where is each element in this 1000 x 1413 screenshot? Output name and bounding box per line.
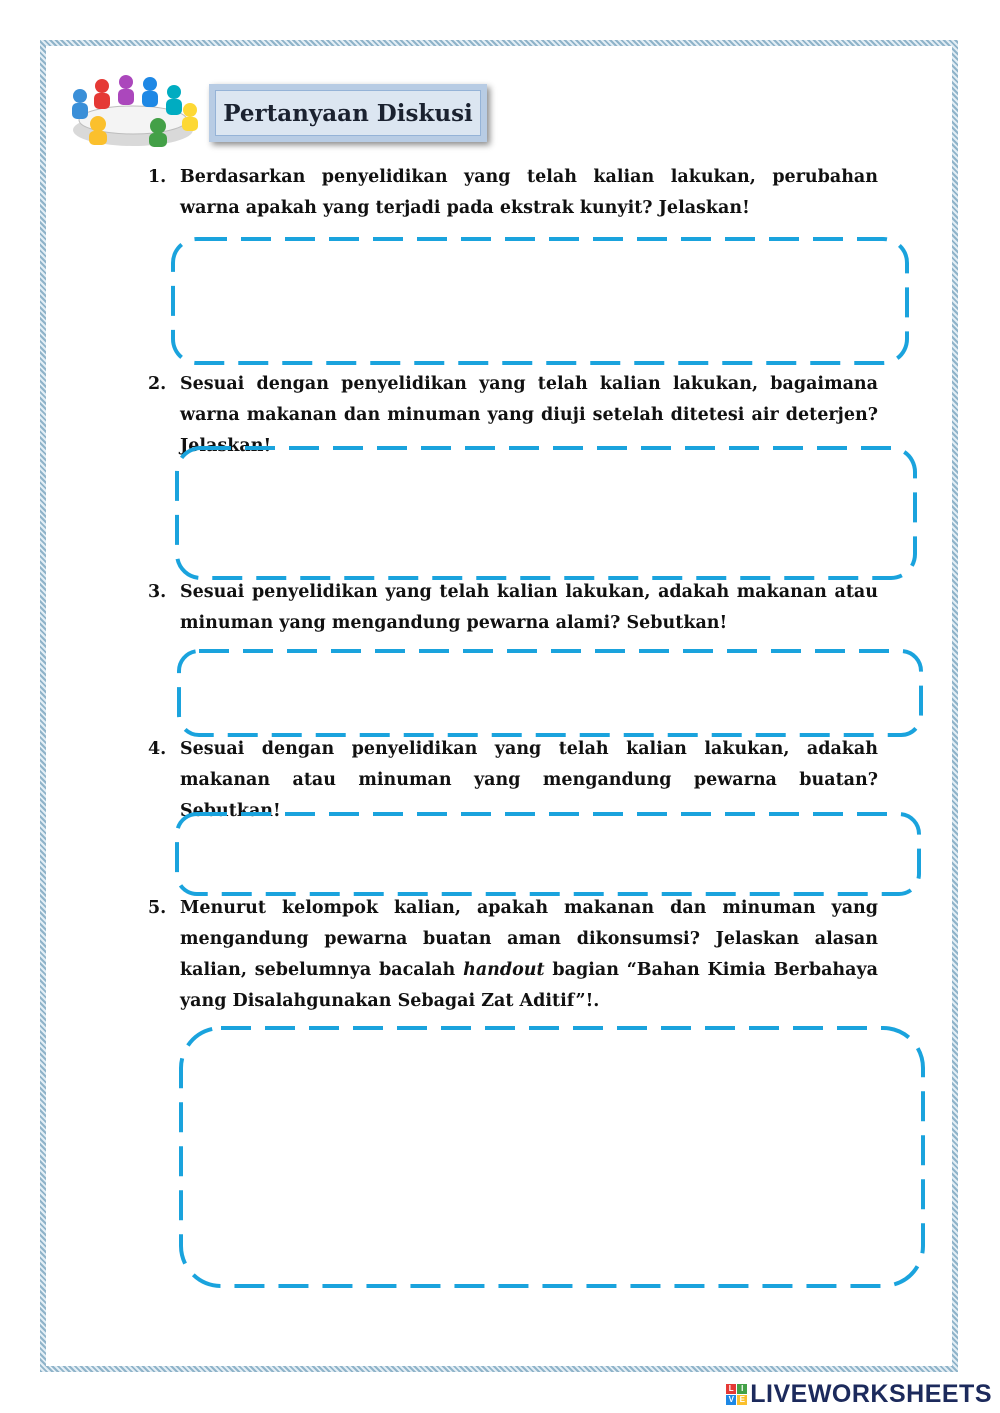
- question-text: Menurut kelompok kalian, apakah makanan dan minuman yang mengandung pewarna buatan aman dikonsumsi? Jelaskan alasan kalian, sebelumnya bacalah handout bagian “Bahan Kimia Berbahaya yang Disalahgunakan Sebagai Zat Aditif”!.: [180, 898, 878, 1011]
- question-number: 3.: [148, 582, 167, 602]
- answer-box-2[interactable]: [172, 443, 920, 583]
- answer-box-5[interactable]: [176, 1023, 928, 1291]
- liveworksheets-watermark: [726, 1381, 992, 1407]
- answer-box-4[interactable]: [172, 809, 924, 899]
- answer-box-1[interactable]: [168, 234, 912, 368]
- question-text: Sesuai dengan penyelidikan yang telah kalian lakukan, adakah makanan atau minuman yang mengandung pewarna buatan? Sebutkan!: [180, 739, 878, 821]
- question-number: 5.: [148, 898, 167, 918]
- page-title: Pertanyaan Diskusi: [215, 90, 481, 136]
- question-text: Berdasarkan penyelidikan yang telah kalian lakukan, perubahan warna apakah yang terjadi pada ekstrak kunyit? Jelaskan!: [180, 167, 878, 218]
- answer-box-3[interactable]: [174, 646, 926, 740]
- question-number: 4.: [148, 739, 167, 759]
- watermark-text: LIVEWORKSHEETS: [750, 1379, 992, 1408]
- question-number: 1.: [148, 167, 167, 187]
- question-3: [148, 577, 878, 639]
- discussion-table-icon: [62, 72, 204, 150]
- handout-term: handout: [463, 960, 545, 980]
- question-5: [148, 893, 878, 1017]
- question-text: Sesuai penyelidikan yang telah kalian lakukan, adakah makanan atau minuman yang mengandung pewarna alami? Sebutkan!: [180, 582, 878, 633]
- question-text: Sesuai dengan penyelidikan yang telah kalian lakukan, bagaimana warna makanan dan minuman yang diuji setelah ditetesi air deterjen? Jelaskan!: [180, 374, 878, 456]
- question-number: 2.: [148, 374, 167, 394]
- liveworksheets-logo-icon: L I V E: [726, 1384, 747, 1405]
- question-1: [148, 162, 878, 224]
- title-box: [209, 84, 487, 142]
